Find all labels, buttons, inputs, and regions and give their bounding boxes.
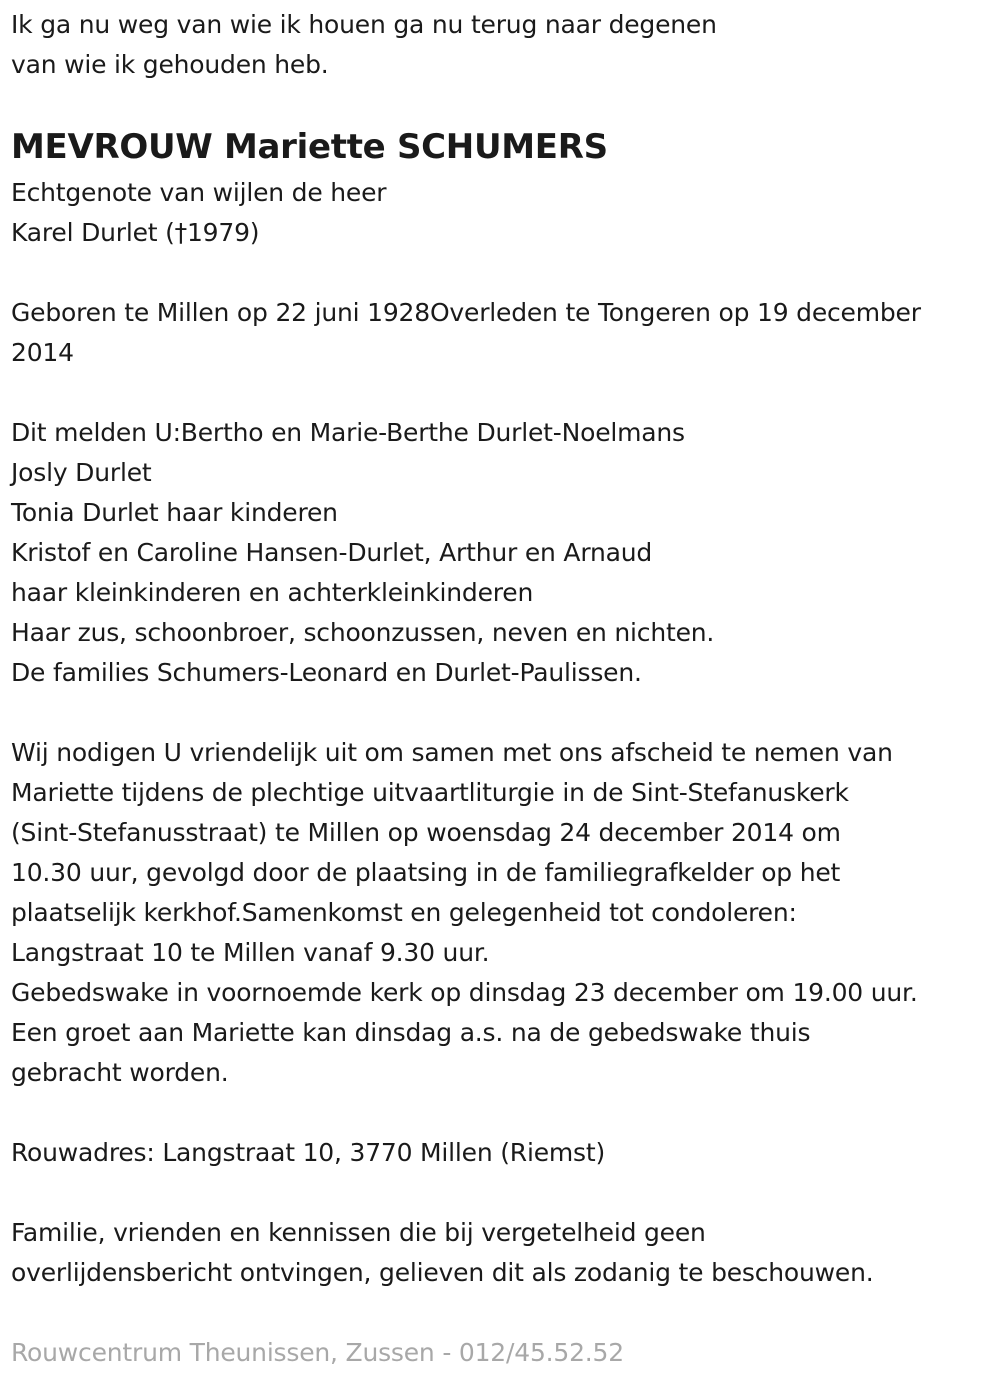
spouse-line: Karel Durlet (†1979)	[11, 218, 260, 247]
deceased-name: MEVROUW Mariette SCHUMERS	[11, 127, 608, 167]
notice-line: overlijdensbericht ontvingen, gelieven dit als zodanig te beschouwen.	[11, 1258, 874, 1287]
invitation-line: 10.30 uur, gevolgd door de plaatsing in de familiegrafkelder op het	[11, 858, 841, 887]
address-line: Rouwadres: Langstraat 10, 3770 Millen (Riemst)	[11, 1138, 606, 1167]
invitation-line: Mariette tijdens de plechtige uitvaartliturgie in de Sint-Stefanuskerk	[11, 778, 849, 807]
invitation-line: (Sint-Stefanusstraat) te Millen op woensdag 24 december 2014 om	[11, 818, 841, 847]
invitation-line: Gebedswake in voornoemde kerk op dinsdag 23 december om 19.00 uur.	[11, 978, 918, 1007]
family-line: Kristof en Caroline Hansen-Durlet, Arthur en Arnaud	[11, 538, 653, 567]
funeral-home-footer	[11, 1333, 624, 1373]
invitation-line: Wij nodigen U vriendelijk uit om samen met ons afscheid te nemen van	[11, 738, 893, 767]
notice-line: Familie, vrienden en kennissen die bij vergetelheid geen	[11, 1218, 706, 1247]
notice-text	[11, 1213, 874, 1293]
family-list	[11, 413, 714, 693]
invitation-line: plaatselijk kerkhof.Samenkomst en gelegenheid tot condoleren:	[11, 898, 797, 927]
birth-death-line: Geboren te Millen op 22 juni 1928Overleden te Tongeren op 19 december	[11, 298, 921, 327]
intro-quote	[11, 5, 717, 85]
birth-death-info	[11, 293, 921, 373]
family-line: Josly Durlet	[11, 458, 152, 487]
invitation-line: Een groet aan Mariette kan dinsdag a.s. na de gebedswake thuis	[11, 1018, 811, 1047]
spouse-line: Echtgenote van wijlen de heer	[11, 178, 387, 207]
mourning-address	[11, 1133, 605, 1173]
invitation-line: Langstraat 10 te Millen vanaf 9.30 uur.	[11, 938, 490, 967]
footer-line: Rouwcentrum Theunissen, Zussen - 012/45.52.52	[11, 1338, 624, 1367]
intro-line: Ik ga nu weg van wie ik houen ga nu terug naar degenen	[11, 10, 717, 39]
intro-line: van wie ik gehouden heb.	[11, 50, 329, 79]
family-line: Haar zus, schoonbroer, schoonzussen, neven en nichten.	[11, 618, 715, 647]
funeral-invitation	[11, 733, 918, 1093]
family-line: Tonia Durlet haar kinderen	[11, 498, 338, 527]
spouse-info	[11, 173, 386, 253]
birth-death-line: 2014	[11, 338, 74, 367]
invitation-line: gebracht worden.	[11, 1058, 229, 1087]
family-line: haar kleinkinderen en achterkleinkinderen	[11, 578, 534, 607]
family-line: De families Schumers-Leonard en Durlet-Paulissen.	[11, 658, 642, 687]
family-line: Dit melden U:Bertho en Marie-Berthe Durlet-Noelmans	[11, 418, 685, 447]
